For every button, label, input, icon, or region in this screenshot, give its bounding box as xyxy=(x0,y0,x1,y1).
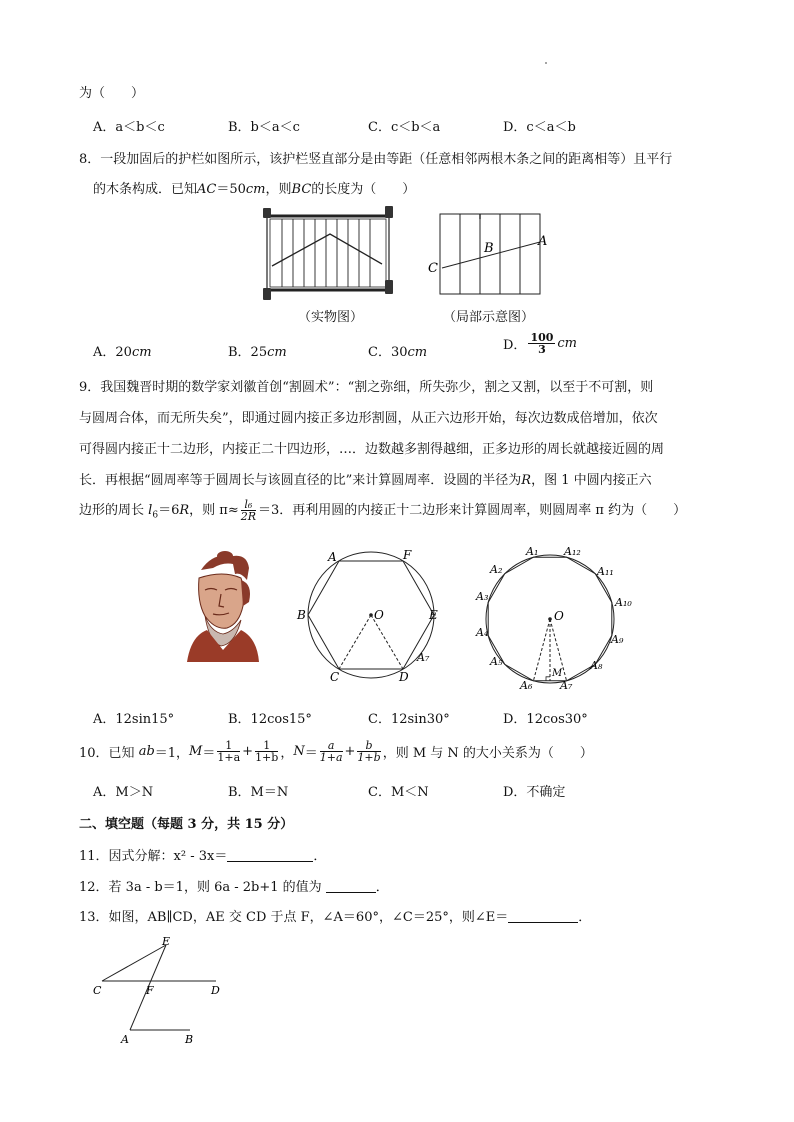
inscribed-hexagon-figure xyxy=(290,543,450,683)
q8-option-a: A．20cm xyxy=(93,345,152,360)
hex-label-c: C xyxy=(330,670,340,683)
dodeca-label-a5: A₅ xyxy=(490,655,503,668)
dodeca-label-a9: A₉ xyxy=(611,633,624,646)
fig13-label-f: F xyxy=(146,984,154,997)
point-a-label: A xyxy=(538,234,548,249)
fig13-label-a: A xyxy=(121,1033,129,1045)
section-2-heading: 二、填空题（每题 3 分，共 15 分） xyxy=(79,817,294,832)
dodeca-label-a4: A₄ xyxy=(476,626,489,639)
dodeca-label-a2: A₂ xyxy=(490,563,503,576)
q9-line-3: 可得圆内接正十二边形，内接正二十四边形，…．边数越多割得越细，正多边形的周长就越接近圆的周 xyxy=(79,442,665,457)
dodeca-label-a1: A₁ xyxy=(526,545,539,558)
q7-option-b: B．b＜a＜c xyxy=(228,120,300,135)
q10-option-c: C．M＜N xyxy=(368,785,429,800)
point-c-label: C xyxy=(428,261,438,276)
q13-stem: 13．如图，AB∥CD，AE 交 CD 于点 F，∠A＝60°，∠C＝25°，则∠E＝ ． xyxy=(79,910,592,925)
fig13-label-e: E xyxy=(162,935,171,948)
q8-option-b: B．25cm xyxy=(228,345,287,360)
fence-photo-caption: （实物图） xyxy=(298,310,364,325)
hex-label-e: E xyxy=(429,608,438,622)
fig13-label-d: D xyxy=(211,984,220,997)
dodeca-label-a11: A₁₁ xyxy=(597,565,614,578)
inscribed-dodecagon-figure xyxy=(470,543,640,691)
q7-option-d: D．c＜a＜b xyxy=(503,120,576,135)
dodeca-label-m: M xyxy=(552,668,563,679)
q12-answer-blank[interactable] xyxy=(326,880,376,893)
hex-label-b: B xyxy=(297,608,306,622)
hex-label-a: A xyxy=(328,550,337,564)
fence-photo-figure xyxy=(258,204,398,306)
q11-stem: 11．因式分解：x² - 3x＝ ． xyxy=(79,849,327,864)
q9-option-a: A．12sin15° xyxy=(93,712,175,727)
liu-hui-portrait-image xyxy=(183,550,261,662)
dodeca-label-a3: A₃ xyxy=(476,590,489,603)
q9-line-4: 长．再根据“圆周率等于圆周长与该圆直径的比”来计算圆周率．设圆的半径为R，图 1 中圆内接正六 xyxy=(79,473,652,488)
dodeca-label-a7: A₇ xyxy=(560,679,573,691)
q10-option-b: B．M＝N xyxy=(228,785,289,800)
q8-line-2: 的木条构成．已知AC＝50cm，则BC的长度为（ ） xyxy=(93,182,416,197)
q9-line-1: 9．我国魏晋时期的数学家刘徽首创“割圆术”：“割之弥细，所失弥少，割之又割，以至于不可割，则 xyxy=(79,380,654,395)
q10-option-d: D．不确定 xyxy=(503,785,566,800)
q9-line-5: 边形的周长 $l_6=6R$，则 π≈ $\frac{\text{l₆}}{2R}$ ＝3．再利用圆的内接正十二边形来计算圆周率，则圆周率 π 约为（ ） xyxy=(79,498,687,523)
fence-schematic-figure xyxy=(420,206,560,302)
q11-answer-blank[interactable] xyxy=(227,849,313,862)
q10-stem: 10．已知 ab＝1，M＝ $\frac{1}{1+a}$ + $\frac{1}{1+b}$ ，N＝ $\frac{a}{1+a}$ + $\frac{b}{1+b}$ ，则 M 与 N 的大小关系为（ ） xyxy=(79,739,593,764)
q9-option-b: B．12cos15° xyxy=(228,712,312,727)
q7-option-c: C．c＜b＜a xyxy=(368,120,441,135)
q9-option-d: D．12cos30° xyxy=(503,712,588,727)
hex-label-f: F xyxy=(403,548,412,562)
point-b-label: B xyxy=(484,241,494,256)
dodeca-label-o: O xyxy=(554,609,564,623)
q8-option-d: D． $\frac{100}{3}$ cm xyxy=(503,331,578,356)
dodeca-label-a10: A₁₀ xyxy=(615,596,632,609)
q10-option-a: A．M＞N xyxy=(93,785,154,800)
q7-stem-end: 为（ ） xyxy=(79,86,145,101)
hex-label-d: D xyxy=(399,670,409,683)
fig13-label-b: B xyxy=(185,1033,194,1045)
dodeca-label-a8: A₈ xyxy=(590,659,603,672)
q9-option-c: C．12sin30° xyxy=(368,712,450,727)
q8-line-1: 8．一段加固后的护栏如图所示，该护栏竖直部分是由等距（任意相邻两根木条之间的距离相等）且平行 xyxy=(79,152,673,167)
q12-stem: 12．若 3a - b＝1，则 6a - 2b+1 的值为 ． xyxy=(79,880,389,895)
hex-label-a7: A₇ xyxy=(417,651,430,664)
hex-label-o: O xyxy=(374,608,384,622)
fig13-label-c: C xyxy=(93,984,102,997)
q8-option-c: C．30cm xyxy=(368,345,428,360)
q7-option-a: A．a＜b＜c xyxy=(93,120,165,135)
q9-line-2: 与圆周合体，而无所失矣”，即通过圆内接正多边形割圆，从正六边形开始，每次边数成倍增加，依次 xyxy=(79,411,658,426)
parallel-lines-figure xyxy=(90,933,230,1045)
q13-answer-blank[interactable] xyxy=(508,910,578,923)
fence-schematic-caption: （局部示意图） xyxy=(443,310,535,325)
dodeca-label-a12: A₁₂ xyxy=(564,545,581,558)
dodeca-label-a6: A₆ xyxy=(520,679,533,691)
page-mark xyxy=(545,62,547,64)
